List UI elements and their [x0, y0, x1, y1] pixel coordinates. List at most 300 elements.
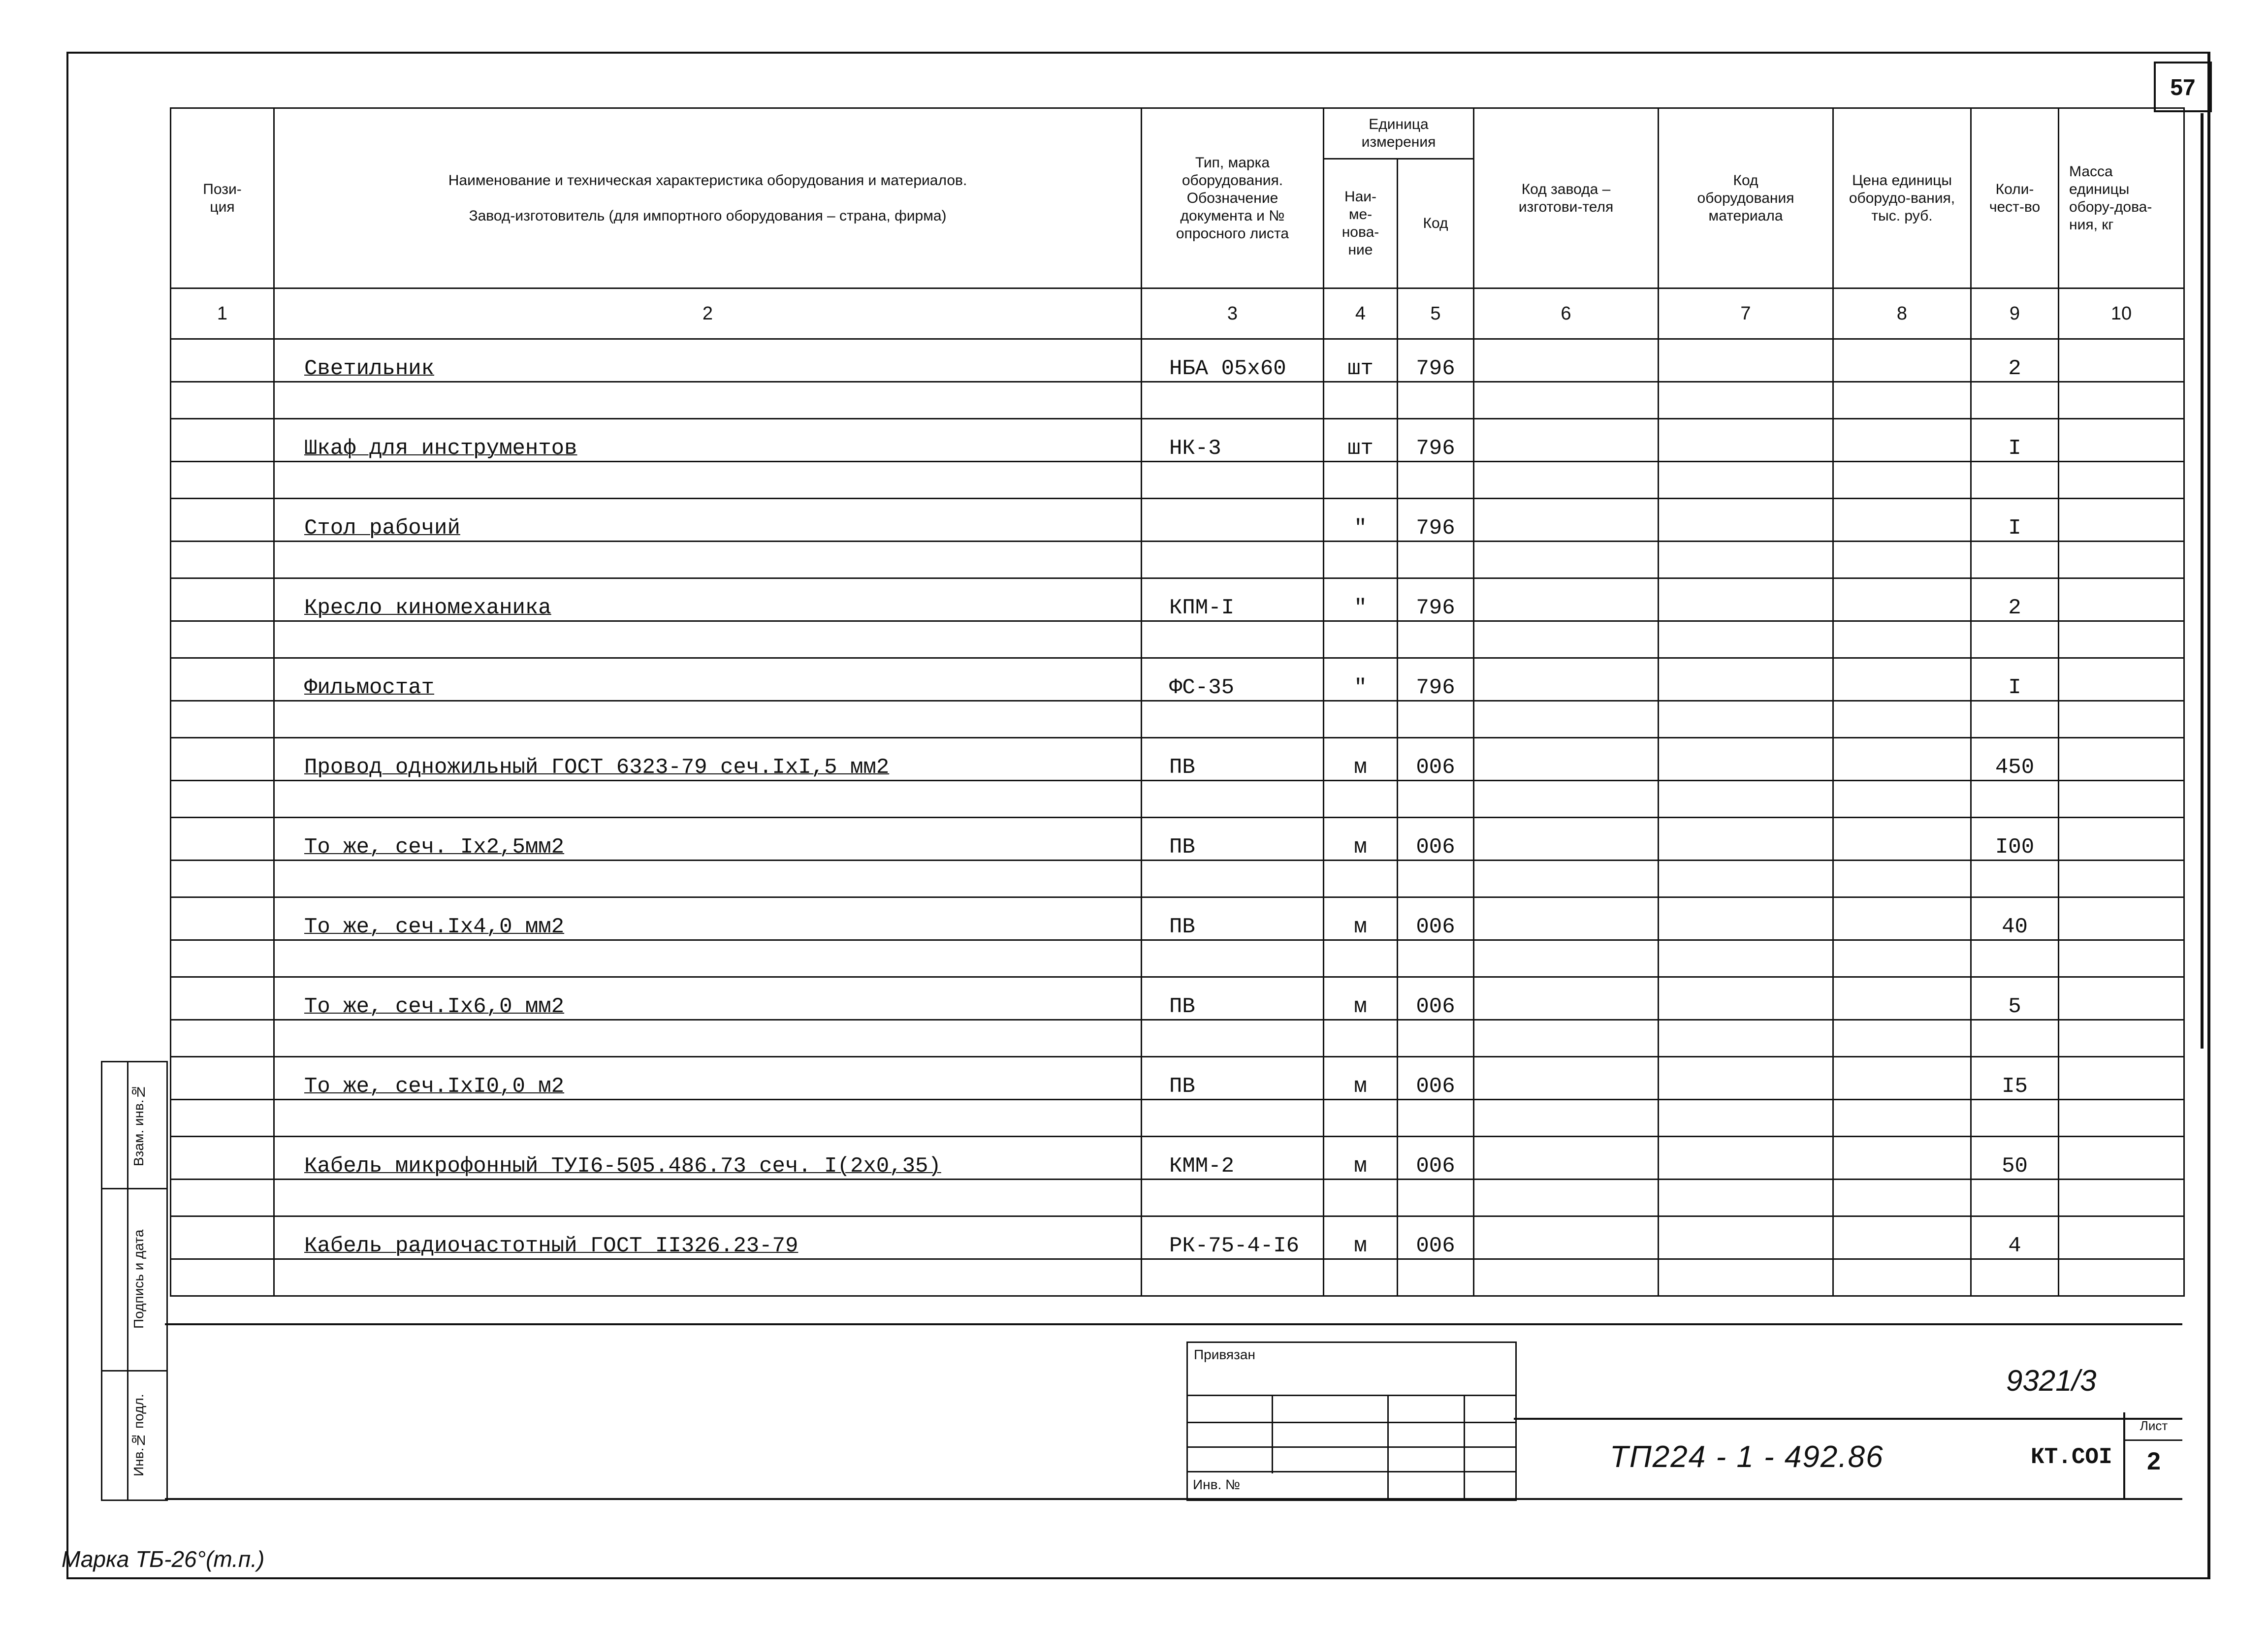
spacer-cell	[1971, 542, 2059, 578]
item-unit-code: 796	[1398, 499, 1474, 542]
spacer-cell	[1659, 462, 1833, 499]
table-row	[171, 419, 2184, 462]
col-number: 1	[171, 288, 274, 339]
item-name: Кресло киномеханика	[274, 578, 1142, 621]
item-type	[1142, 499, 1324, 542]
spacer-cell	[1398, 382, 1474, 419]
spacer-cell	[274, 1020, 1142, 1057]
spacer-cell	[2059, 861, 2184, 897]
equip-code-cell	[1659, 1057, 1833, 1100]
spacer-cell	[274, 382, 1142, 419]
spacer-cell	[1142, 1020, 1324, 1057]
spacer-cell	[2059, 542, 2184, 578]
factory-code-cell	[1474, 818, 1659, 861]
spacer-cell	[1142, 1180, 1324, 1216]
spacer-cell	[1659, 701, 1833, 738]
item-qty: I00	[1971, 818, 2059, 861]
item-unit: м	[1324, 977, 1398, 1020]
pos-cell	[171, 818, 274, 861]
price-cell	[1833, 578, 1971, 621]
header-qty: Коли-чест-во	[1971, 108, 2059, 288]
equip-code-cell	[1659, 738, 1833, 781]
spacer-cell	[171, 542, 274, 578]
spacer-cell	[2059, 1100, 2184, 1137]
grid-line	[1387, 1395, 1389, 1500]
price-cell	[1833, 499, 1971, 542]
item-qty: 4	[1971, 1216, 2059, 1259]
item-unit-code: 006	[1398, 977, 1474, 1020]
spacer-cell	[2059, 1259, 2184, 1296]
table-row	[171, 738, 2184, 781]
sheet-number: 2	[2147, 1447, 2161, 1475]
header-unit-name: Наи-ме-нова-ние	[1324, 159, 1398, 288]
item-unit: шт	[1324, 339, 1398, 382]
header-equip-code: Код оборудования материала	[1659, 108, 1833, 288]
item-unit: м	[1324, 1137, 1398, 1180]
spacer-cell	[1398, 621, 1474, 658]
item-unit-code: 796	[1398, 339, 1474, 382]
item-unit-code: 796	[1398, 658, 1474, 701]
item-unit: м	[1324, 1057, 1398, 1100]
table-row	[171, 1216, 2184, 1259]
mass-cell	[2059, 738, 2184, 781]
item-unit: м	[1324, 897, 1398, 940]
item-type: ФС-35	[1142, 658, 1324, 701]
spacer-row	[171, 1100, 2184, 1137]
item-type: КММ-2	[1142, 1137, 1324, 1180]
spacer-row	[171, 382, 2184, 419]
item-unit-code: 796	[1398, 578, 1474, 621]
col-number: 6	[1474, 288, 1659, 339]
spacer-cell	[171, 781, 274, 818]
stamp-sign-date: Подпись и дата	[131, 1229, 146, 1329]
spacer-row	[171, 940, 2184, 977]
mass-cell	[2059, 499, 2184, 542]
spacer-cell	[1474, 781, 1659, 818]
spacer-cell	[1398, 1020, 1474, 1057]
spacer-cell	[1474, 861, 1659, 897]
page-number: 57	[2154, 62, 2212, 112]
item-unit-code: 006	[1398, 1137, 1474, 1180]
item-name: Шкаф для инструментов	[274, 419, 1142, 462]
spacer-cell	[274, 701, 1142, 738]
mass-cell	[2059, 339, 2184, 382]
header-unit-group: Единица измерения	[1324, 108, 1474, 159]
spacer-cell	[1833, 462, 1971, 499]
spacer-cell	[1398, 542, 1474, 578]
spacer-cell	[1142, 382, 1324, 419]
spacer-cell	[1324, 1180, 1398, 1216]
spacer-cell	[171, 462, 274, 499]
factory-code-cell	[1474, 499, 1659, 542]
grid-line	[1188, 1395, 1515, 1396]
spacer-cell	[1659, 1259, 1833, 1296]
spacer-row	[171, 1259, 2184, 1296]
table-row	[171, 339, 2184, 382]
spacer-cell	[1659, 621, 1833, 658]
spacer-cell	[274, 781, 1142, 818]
stamp-inv-vzam: Взам. инв.№	[131, 1084, 146, 1166]
spacer-cell	[1474, 462, 1659, 499]
item-unit: м	[1324, 1216, 1398, 1259]
spacer-cell	[1324, 1020, 1398, 1057]
pos-cell	[171, 339, 274, 382]
spacer-cell	[1474, 1100, 1659, 1137]
spacer-cell	[1398, 861, 1474, 897]
item-unit-code: 796	[1398, 419, 1474, 462]
item-qty: 2	[1971, 339, 2059, 382]
item-unit-code: 006	[1398, 1216, 1474, 1259]
spacer-cell	[2059, 701, 2184, 738]
spacer-cell	[1833, 542, 1971, 578]
spacer-cell	[1833, 781, 1971, 818]
spacer-cell	[274, 542, 1142, 578]
item-unit: м	[1324, 818, 1398, 861]
item-type: ПВ	[1142, 897, 1324, 940]
spacer-cell	[1659, 861, 1833, 897]
spacer-cell	[1659, 542, 1833, 578]
grid-line	[1188, 1422, 1515, 1423]
pos-cell	[171, 1137, 274, 1180]
factory-code-cell	[1474, 578, 1659, 621]
header-row	[171, 108, 2184, 159]
spacer-cell	[1142, 940, 1324, 977]
item-unit: "	[1324, 499, 1398, 542]
item-qty: I	[1971, 419, 2059, 462]
grid-line	[1188, 1471, 1515, 1472]
item-unit-code: 006	[1398, 1057, 1474, 1100]
price-cell	[1833, 658, 1971, 701]
item-qty: 5	[1971, 977, 2059, 1020]
equip-code-cell	[1659, 499, 1833, 542]
spacer-cell	[1324, 861, 1398, 897]
equip-code-cell	[1659, 578, 1833, 621]
price-cell	[1833, 1057, 1971, 1100]
equip-code-cell	[1659, 339, 1833, 382]
spacer-cell	[1398, 701, 1474, 738]
mass-cell	[2059, 818, 2184, 861]
item-type: ПВ	[1142, 738, 1324, 781]
spacer-cell	[274, 621, 1142, 658]
spacer-cell	[1474, 701, 1659, 738]
spacer-cell	[2059, 1180, 2184, 1216]
spacer-cell	[171, 382, 274, 419]
item-qty: I	[1971, 499, 2059, 542]
spacer-row	[171, 861, 2184, 897]
grid-line	[1272, 1395, 1273, 1473]
spacer-cell	[274, 1100, 1142, 1137]
stamp-inv-podl: Инв.№ подл.	[131, 1394, 146, 1477]
pos-cell	[171, 897, 274, 940]
spacer-cell	[171, 1259, 274, 1296]
spacer-row	[171, 781, 2184, 818]
item-qty: I	[1971, 658, 2059, 701]
spacer-cell	[1324, 621, 1398, 658]
spacer-cell	[1833, 1259, 1971, 1296]
table-row	[171, 1137, 2184, 1180]
spacer-cell	[1324, 781, 1398, 818]
item-name: То же, сеч. Iх2,5мм2	[274, 818, 1142, 861]
spacer-row	[171, 462, 2184, 499]
spacer-cell	[1324, 940, 1398, 977]
item-unit: "	[1324, 658, 1398, 701]
spacer-cell	[1659, 1100, 1833, 1137]
spacer-cell	[1474, 621, 1659, 658]
item-name: То же, сеч.Iх4,0 мм2	[274, 897, 1142, 940]
table-bottom-line	[165, 1323, 2182, 1325]
item-qty: 40	[1971, 897, 2059, 940]
spacer-cell	[1659, 1020, 1833, 1057]
mass-cell	[2059, 658, 2184, 701]
header-pos: Пози- ция	[171, 108, 274, 288]
spacer-cell	[2059, 382, 2184, 419]
spacer-cell	[1474, 1020, 1659, 1057]
spacer-cell	[1971, 940, 2059, 977]
grid-line	[1464, 1395, 1465, 1500]
item-qty: 50	[1971, 1137, 2059, 1180]
pos-cell	[171, 578, 274, 621]
spacer-cell	[1971, 1180, 2059, 1216]
mass-cell	[2059, 897, 2184, 940]
col-number: 5	[1398, 288, 1474, 339]
equip-code-cell	[1659, 1137, 1833, 1180]
spacer-cell	[1142, 1259, 1324, 1296]
item-qty: 2	[1971, 578, 2059, 621]
spacer-cell	[1971, 462, 2059, 499]
spacer-cell	[274, 1180, 1142, 1216]
item-name: То же, сеч.Iх6,0 мм2	[274, 977, 1142, 1020]
item-type: ПВ	[1142, 818, 1324, 861]
sheet-box	[2123, 1412, 2182, 1500]
spacer-cell	[1659, 1180, 1833, 1216]
pos-cell	[171, 658, 274, 701]
table-row	[171, 658, 2184, 701]
spacer-cell	[1324, 1259, 1398, 1296]
equip-code-cell	[1659, 897, 1833, 940]
pos-cell	[171, 977, 274, 1020]
factory-code-cell	[1474, 658, 1659, 701]
item-name: Кабель микрофонный ТУI6-505.486.73 сеч. I(2х0,35)	[274, 1137, 1142, 1180]
spacer-cell	[1474, 1259, 1659, 1296]
pos-cell	[171, 419, 274, 462]
spacer-cell	[1971, 1100, 2059, 1137]
mass-cell	[2059, 1057, 2184, 1100]
header-mass: Масса единицы обору-дова-ния, кг	[2059, 108, 2184, 288]
header-name: Наименование и техническая характеристика оборудования и материалов. Завод-изготовитель (для импортного оборудования – страна, фирма)	[274, 108, 1142, 288]
spacer-cell	[1474, 382, 1659, 419]
spacer-cell	[1142, 542, 1324, 578]
factory-code-cell	[1474, 897, 1659, 940]
col-number: 2	[274, 288, 1142, 339]
spacer-cell	[1142, 1100, 1324, 1137]
item-type: РК-75-4-I6	[1142, 1216, 1324, 1259]
spacer-cell	[171, 1180, 274, 1216]
item-unit: шт	[1324, 419, 1398, 462]
spacer-cell	[1142, 701, 1324, 738]
spacer-cell	[1833, 701, 1971, 738]
spacer-cell	[1833, 1180, 1971, 1216]
table-row	[171, 897, 2184, 940]
col-number: 9	[1971, 288, 2059, 339]
spacer-cell	[1474, 940, 1659, 977]
col-number: 3	[1142, 288, 1324, 339]
spacer-cell	[171, 621, 274, 658]
item-unit-code: 006	[1398, 818, 1474, 861]
pos-cell	[171, 1216, 274, 1259]
frame-edge-line	[2201, 113, 2204, 1049]
factory-code-cell	[1474, 339, 1659, 382]
sheet-label: Лист	[2125, 1412, 2182, 1441]
price-cell	[1833, 977, 1971, 1020]
spacer-cell	[2059, 781, 2184, 818]
item-qty: 450	[1971, 738, 2059, 781]
equip-code-cell	[1659, 419, 1833, 462]
spacer-cell	[1324, 1100, 1398, 1137]
spacer-cell	[1659, 781, 1833, 818]
item-name: Кабель радиочастотный ГОСТ II326.23-79	[274, 1216, 1142, 1259]
item-type: ПВ	[1142, 977, 1324, 1020]
format-mark: Марка ТБ-26°(т.п.)	[62, 1546, 265, 1572]
spacer-cell	[1398, 462, 1474, 499]
table-row	[171, 578, 2184, 621]
equip-code-cell	[1659, 977, 1833, 1020]
item-unit-code: 006	[1398, 897, 1474, 940]
mass-cell	[2059, 1216, 2184, 1259]
item-name: Стол рабочий	[274, 499, 1142, 542]
item-unit: "	[1324, 578, 1398, 621]
kt-code: КТ.СОI	[2031, 1444, 2112, 1470]
spacer-cell	[1398, 781, 1474, 818]
spacer-cell	[2059, 1020, 2184, 1057]
inv-no-label: Инв. №	[1193, 1477, 1241, 1492]
document-code-block	[1514, 1418, 2182, 1500]
factory-code-cell	[1474, 1137, 1659, 1180]
spacer-cell	[1833, 1020, 1971, 1057]
spacer-cell	[2059, 940, 2184, 977]
spacer-cell	[274, 861, 1142, 897]
mass-cell	[2059, 419, 2184, 462]
spacer-cell	[2059, 462, 2184, 499]
spacer-cell	[171, 1020, 274, 1057]
col-number: 7	[1659, 288, 1833, 339]
table-row	[171, 977, 2184, 1020]
spacer-cell	[1971, 701, 2059, 738]
spacer-cell	[171, 701, 274, 738]
grid-line	[1188, 1446, 1515, 1448]
col-number: 10	[2059, 288, 2184, 339]
price-cell	[1833, 1137, 1971, 1180]
spacer-cell	[1324, 462, 1398, 499]
spacer-cell	[1971, 382, 2059, 419]
spacer-cell	[1971, 1259, 2059, 1296]
item-name: Провод одножильный ГОСТ 6323-79 сеч.IxI,5 мм2	[274, 738, 1142, 781]
spacer-cell	[1324, 542, 1398, 578]
item-name: То же, сеч.IxI0,0 м2	[274, 1057, 1142, 1100]
item-unit-code: 006	[1398, 738, 1474, 781]
pos-cell	[171, 499, 274, 542]
equip-code-cell	[1659, 1216, 1833, 1259]
price-cell	[1833, 818, 1971, 861]
spacer-cell	[1833, 861, 1971, 897]
spacer-cell	[1142, 781, 1324, 818]
spacer-cell	[1398, 1180, 1474, 1216]
spacer-cell	[1659, 382, 1833, 419]
spacer-cell	[1971, 781, 2059, 818]
spacer-cell	[1971, 621, 2059, 658]
spacer-cell	[1474, 1180, 1659, 1216]
mass-cell	[2059, 578, 2184, 621]
spacer-cell	[274, 940, 1142, 977]
spacer-row	[171, 542, 2184, 578]
equip-code-cell	[1659, 658, 1833, 701]
spacer-cell	[1324, 701, 1398, 738]
price-cell	[1833, 897, 1971, 940]
item-qty: I5	[1971, 1057, 2059, 1100]
factory-code-cell	[1474, 738, 1659, 781]
col-number: 4	[1324, 288, 1398, 339]
mass-cell	[2059, 977, 2184, 1020]
spacer-cell	[274, 462, 1142, 499]
header-factory-code: Код завода – изготови-теля	[1474, 108, 1659, 288]
item-name: Фильмостат	[274, 658, 1142, 701]
item-name: Светильник	[274, 339, 1142, 382]
spacer-row	[171, 621, 2184, 658]
item-type: НБА 05х60	[1142, 339, 1324, 382]
spacer-cell	[1142, 861, 1324, 897]
factory-code-cell	[1474, 977, 1659, 1020]
reference-number: 9321/3	[2006, 1364, 2097, 1397]
privyazan-label: Привязан	[1194, 1347, 1255, 1362]
item-type: КПМ-I	[1142, 578, 1324, 621]
table-row	[171, 499, 2184, 542]
item-unit: м	[1324, 738, 1398, 781]
spacer-cell	[171, 940, 274, 977]
spacer-cell	[1833, 940, 1971, 977]
spacer-cell	[1833, 382, 1971, 419]
mass-cell	[2059, 1137, 2184, 1180]
spacer-cell	[1142, 462, 1324, 499]
factory-code-cell	[1474, 419, 1659, 462]
spacer-cell	[1324, 382, 1398, 419]
header-price: Цена единицы оборудо-вания, тыс. руб.	[1833, 108, 1971, 288]
table-row	[171, 1057, 2184, 1100]
spacer-cell	[171, 861, 274, 897]
item-type: ПВ	[1142, 1057, 1324, 1100]
side-stamp	[101, 1061, 168, 1501]
pos-cell	[171, 1057, 274, 1100]
spacer-row	[171, 1180, 2184, 1216]
spacer-cell	[1398, 1259, 1474, 1296]
spacer-row	[171, 701, 2184, 738]
binding-block	[1186, 1341, 1517, 1501]
header-type: Тип, марка оборудования. Обозначение документа и № опросного листа	[1142, 108, 1324, 288]
spacer-cell	[1833, 1100, 1971, 1137]
item-type: НК-3	[1142, 419, 1324, 462]
spacer-row	[171, 1020, 2184, 1057]
pos-cell	[171, 738, 274, 781]
factory-code-cell	[1474, 1057, 1659, 1100]
header-unit-code: Код	[1398, 159, 1474, 288]
table-row	[171, 818, 2184, 861]
document-code: ТП224 - 1 - 492.86	[1610, 1440, 1884, 1474]
equip-code-cell	[1659, 818, 1833, 861]
spacer-cell	[1398, 1100, 1474, 1137]
price-cell	[1833, 738, 1971, 781]
price-cell	[1833, 419, 1971, 462]
col-number: 8	[1833, 288, 1971, 339]
spacer-cell	[1659, 940, 1833, 977]
spacer-cell	[171, 1100, 274, 1137]
